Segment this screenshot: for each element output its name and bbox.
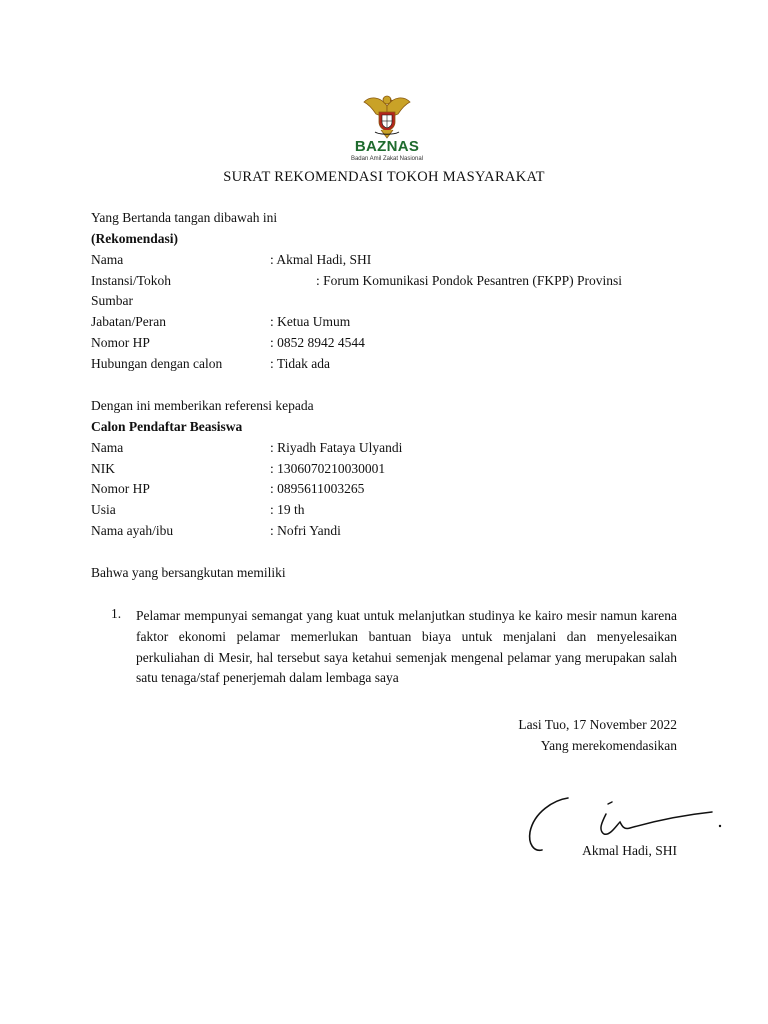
recommender-position-value: : Ketua Umum [270,314,351,329]
recommender-phone-value: : 0852 8942 4544 [270,335,365,350]
candidate-nik-label: NIK [91,461,115,476]
recommender-phone-label: Nomor HP [91,335,150,350]
garuda-emblem-icon [362,92,412,140]
recommender-institution-label: Instansi/Tokoh [91,273,172,288]
point-text: Pelamar mempunyai semangat yang kuat untuk melanjutkan studinya ke kairo mesir namun karena faktor ekonomi pelamar memerlukan bantuan biaya untuk menjalani dan menyelesaikan perkuliahan di Mesir, hal tersebut saya ketahui semenjak mengenal pelamar yang merupakan salah satu tenaga/staf penerjemah dalam lembaga saya [136,608,677,686]
recommender-name-label: Nama [91,252,124,267]
candidate-phone-label: Nomor HP [91,481,150,496]
candidate-parent-value: : Nofri Yandi [270,523,341,538]
candidate-phone-value: : 0895611003265 [270,481,365,496]
logo-tagline: Badan Amil Zakat Nasional [350,156,424,162]
reference-intro: Dengan ini memberikan referensi kepada [91,398,314,413]
candidate-parent-label: Nama ayah/ibu [91,523,174,538]
place-date: Lasi Tuo, 17 November 2022 [518,717,677,732]
baznas-logo [344,92,430,164]
point-number: 1. [111,606,122,621]
closing-text: Yang merekomendasikan [540,738,677,753]
candidate-age-value: : 19 th [270,502,305,517]
candidate-heading: Calon Pendaftar Beasiswa [91,419,243,434]
candidate-name-label: Nama [91,440,124,455]
logo-wordmark: BAZNAS [354,138,420,155]
recommender-position-label: Jabatan/Peran [91,314,166,329]
letter-title: SURAT REKOMENDASI TOKOH MASYARAKAT [223,169,545,185]
recommender-institution-value: : Forum Komunikasi Pondok Pesantren (FKPP) Provinsi [316,273,623,288]
recommender-institution-continuation: Sumbar [91,293,133,308]
statement-intro: Bahwa yang bersangkutan memiliki [91,565,286,580]
intro-text: Yang Bertanda tangan dibawah ini [91,210,278,225]
signatory-name: Akmal Hadi, SHI [582,843,677,858]
candidate-nik-value: : 1306070210030001 [270,461,386,476]
recommender-name-value: : Akmal Hadi, SHI [270,252,372,267]
recommender-relation-value: : Tidak ada [270,356,331,371]
candidate-name-value: : Riyadh Fataya Ulyandi [270,440,403,455]
candidate-age-label: Usia [91,502,116,517]
recommender-relation-label: Hubungan dengan calon [91,356,223,371]
recommender-heading: (Rekomendasi) [91,231,178,246]
